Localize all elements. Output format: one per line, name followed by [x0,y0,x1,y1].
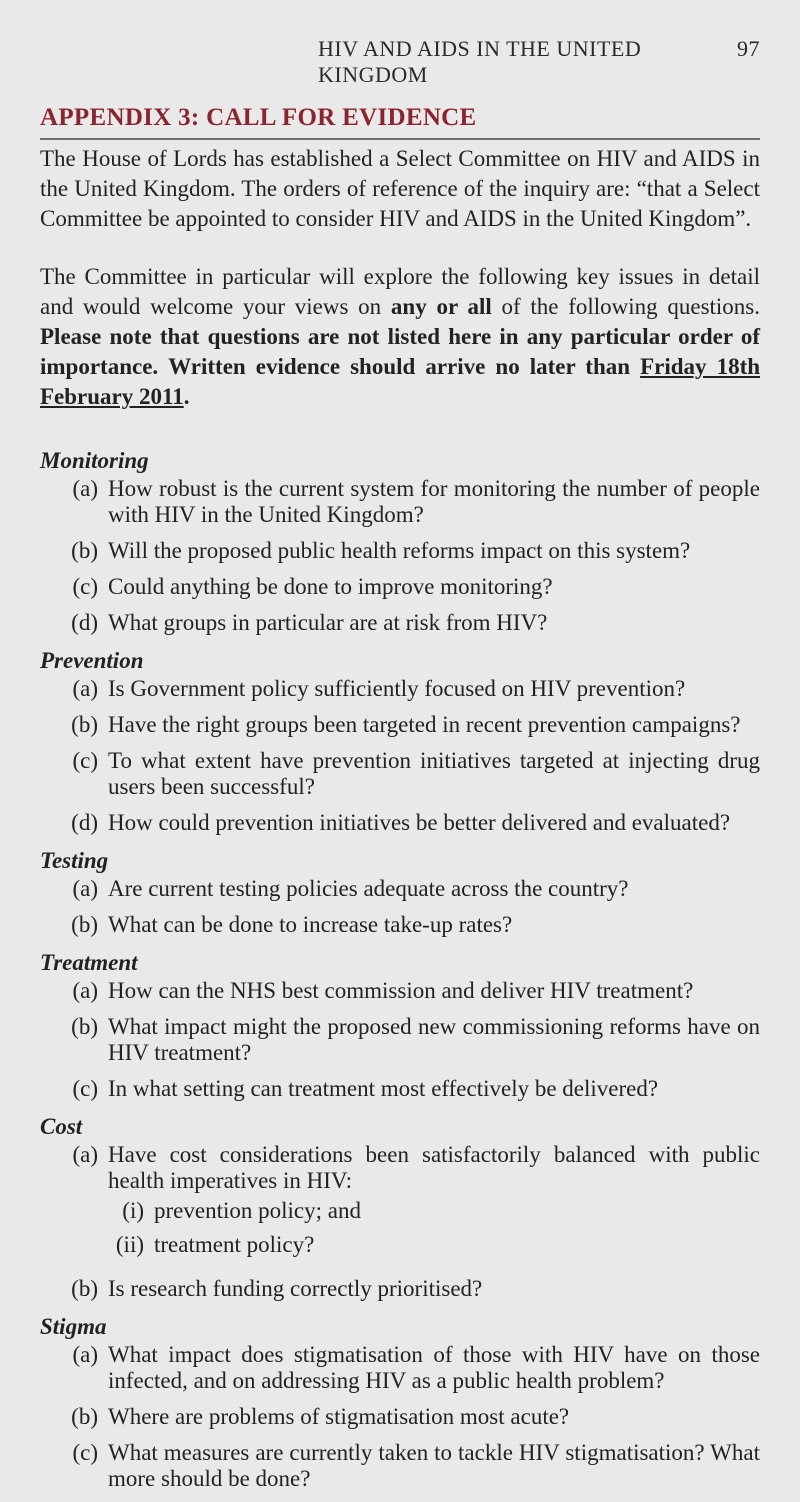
question-text: What groups in particular are at risk from HIV? [108,610,548,635]
question-item [40,748,760,800]
question-text: Have the right groups been targeted in recent prevention campaigns? [108,712,741,737]
question-text: What impact does stigmatisation of those with HIV have on those infected, and on addressing HIV as a public health problem? [108,1342,760,1393]
question-text: How can the NHS best commission and deliver HIV treatment? [108,978,694,1003]
section-heading-prevention: Prevention [40,648,144,673]
question-item [40,810,760,836]
question-label: (c) [72,574,98,599]
intro-paragraph: The House of Lords has established a Select Committee on HIV and AIDS in the United Kingdom. The orders of reference of the inquiry are: “that a Select Committee be appointed to consider HIV and AIDS in the United Kingdom”. [40,146,760,231]
title-rule [40,138,760,140]
question-text: Is research funding correctly prioritised? [108,1276,483,1301]
section-heading-cost: Cost [40,1114,83,1139]
question-text: To what extent have prevention initiatives targeted at injecting drug users been successful? [108,748,760,799]
question-label: (d) [71,610,98,635]
question-label: (a) [72,676,98,701]
question-item [40,574,760,600]
sub-question-item [108,1198,760,1224]
instructions-text-1: The Committee in particular will explore the following key issues in detail and would welcome your views on [40,264,760,319]
running-head [318,36,760,88]
question-item [40,1440,760,1492]
question-item [40,538,760,564]
question-text: In what setting can treatment most effectively be delivered? [108,1076,659,1101]
section-heading-monitoring: Monitoring [40,448,149,473]
instructions-emphasis: any or all [390,294,492,319]
question-label: (a) [72,476,98,501]
page-number: 97 [737,36,760,61]
question-label: (b) [71,912,98,937]
question-text: Is Government policy sufficiently focused on HIV prevention? [108,676,686,701]
page-body [40,104,760,1502]
question-item [40,876,760,902]
question-item [40,1276,760,1302]
question-item [40,1404,760,1430]
question-text: How could prevention initiatives be better delivered and evaluated? [108,810,731,835]
question-label: (a) [72,876,98,901]
question-text: Will the proposed public health reforms impact on this system? [108,538,691,563]
question-label: (b) [71,1404,98,1429]
question-label: (c) [72,1076,98,1101]
question-item [40,1342,760,1394]
question-text: What measures are currently taken to tackle HIV stigmatisation? What more should be done? [108,1440,760,1491]
question-text: Could anything be done to improve monitoring? [108,574,553,599]
importance-note: Please note that questions are not listed here in any particular order of importance. [40,324,760,379]
question-item [40,912,760,938]
question-text: Are current testing policies adequate across the country? [108,876,629,901]
sub-question-label: (ii) [115,1232,144,1257]
question-label: (b) [71,538,98,563]
instructions-text-2: of the following questions. [491,294,760,319]
question-label: (a) [72,978,98,1003]
section-heading-stigma: Stigma [40,1314,107,1339]
section-heading-testing: Testing [40,848,109,873]
question-text: Where are problems of stigmatisation most acute? [108,1404,570,1429]
question-sections [40,446,760,1492]
question-label: (a) [72,1142,98,1167]
deadline-period: . [183,384,190,409]
question-label: (b) [71,1276,98,1301]
question-label: (c) [72,1440,98,1465]
appendix-title: APPENDIX 3: CALL FOR EVIDENCE [40,104,477,131]
question-label: (b) [71,1014,98,1039]
question-item [40,476,760,528]
deadline-text: Written evidence should arrive no later than [168,354,641,379]
sub-question-text: treatment policy? [154,1232,315,1257]
question-item [40,1076,760,1102]
question-item [40,978,760,1004]
deadline-date: Friday 18th February 2011 [40,354,761,409]
question-text: Have cost considerations been satisfactorily balanced with public health imperatives in HIV: [108,1142,760,1193]
question-label: (c) [72,748,98,773]
question-item [40,610,760,636]
running-head-title: HIV AND AIDS IN THE UNITED KINGDOM [318,36,642,87]
instructions-paragraph [40,262,760,412]
sub-question-text: prevention policy; and [154,1198,361,1223]
question-text: What can be done to increase take-up rates? [108,912,513,937]
sub-question-item [108,1232,760,1258]
question-text: What impact might the proposed new commissioning reforms have on HIV treatment? [108,1014,760,1065]
question-label: (d) [71,810,98,835]
question-label: (a) [72,1342,98,1367]
question-item [40,676,760,702]
question-label: (b) [71,712,98,737]
question-item [40,712,760,738]
question-text: How robust is the current system for monitoring the number of people with HIV in the United Kingdom? [108,476,760,527]
question-item [40,1014,760,1066]
question-item [40,1142,760,1266]
section-heading-treatment: Treatment [40,950,138,975]
sub-question-label: (i) [122,1198,144,1223]
